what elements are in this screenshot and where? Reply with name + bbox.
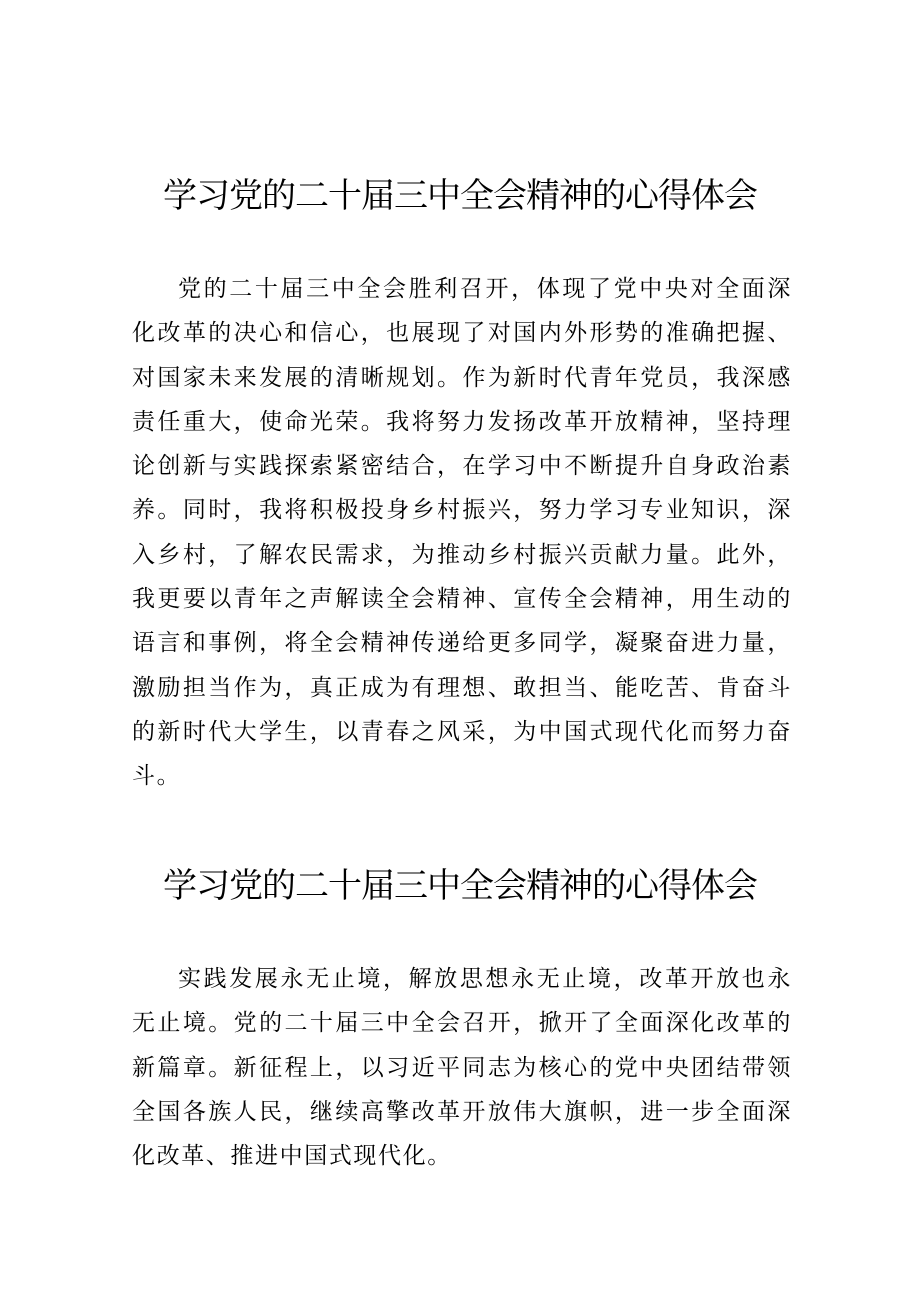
section-title: 学习党的二十届三中全会精神的心得体会: [163, 866, 757, 906]
section-body-paragraph: 党的二十届三中全会胜利召开，体现了党中央对全面深化改革的决心和信心，也展现了对国内外形势的准确把握、对国家未来发展的清晰规划。作为新时代青年党员，我深感责任重大，使命光荣。我将努力发扬改革开放精神，坚持理论创新与实践探索紧密结合，在学习中不断提升自身政治素养。同时，我将积极投身乡村振兴，努力学习专业知识，深入乡村，了解农民需求，为推动乡村振兴贡献力量。此外，我更要以青年之声解读全会精神、宣传全会精神，用生动的语言和事例，将全会精神传递给更多同学，凝聚奋进力量，激励担当作为，真正成为有理想、敢担当、能吃苦、肯奋斗的新时代大学生，以青春之风采，为中国式现代化而努力奋斗。: [132, 276, 792, 790]
section-body-paragraph: 实践发展永无止境，解放思想永无止境，改革开放也永无止境。党的二十届三中全会召开，掀开了全面深化改革的新篇章。新征程上，以习近平同志为核心的党中央团结带领全国各族人民，继续高擎改革开放伟大旗帜，进一步全面深化改革、推进中国式现代化。: [132, 966, 792, 1170]
section-title: 学习党的二十届三中全会精神的心得体会: [163, 176, 757, 216]
